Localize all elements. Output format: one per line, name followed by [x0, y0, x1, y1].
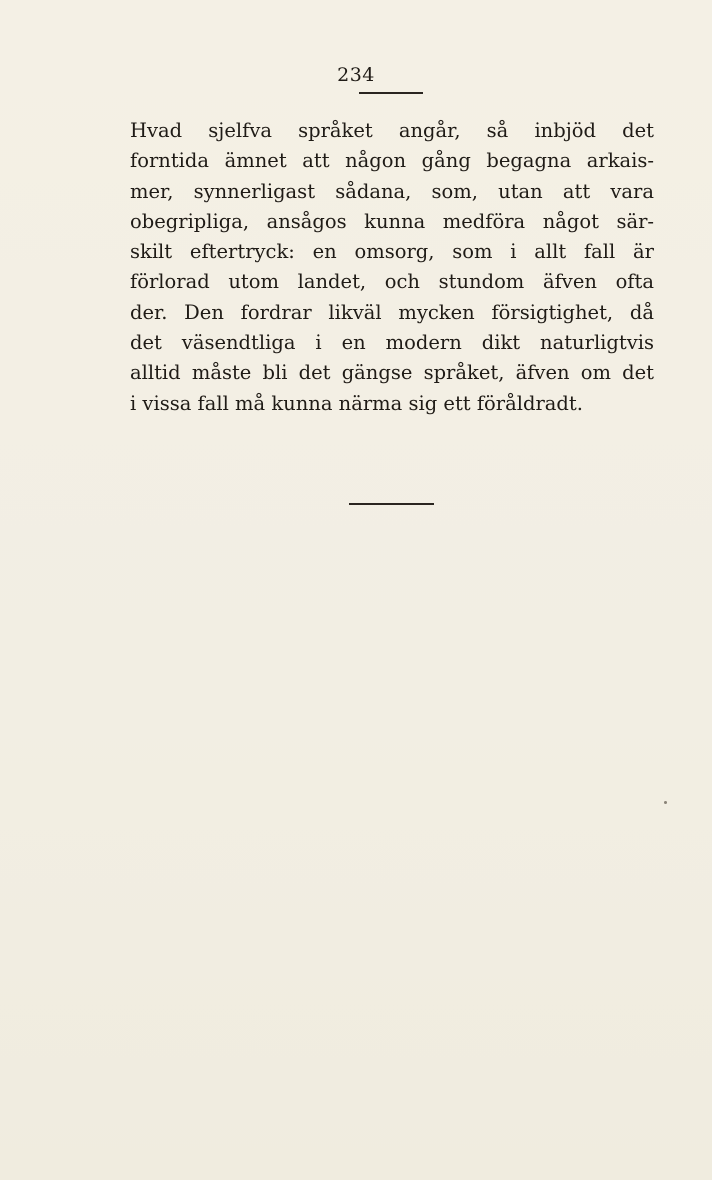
body-text — [130, 116, 654, 419]
header-rule — [359, 92, 423, 94]
text-line: förlorad utom landet, och stundom äfven ofta — [130, 270, 654, 294]
text-line: forntida ämnet att någon gång begagna arkais- — [130, 149, 654, 173]
text-line: det väsendtliga i en modern dikt naturligtvis — [130, 331, 654, 355]
paper-speck — [664, 801, 667, 804]
text-line: Hvad sjelfva språket angår, så inbjöd det — [130, 119, 654, 142]
section-end-rule — [349, 503, 434, 505]
text-line: i vissa fall må kunna närma sig ett föråldradt. — [130, 391, 583, 415]
text-line: alltid måste bli det gängse språket, äfven om det — [130, 361, 654, 385]
text-line: obegripliga, ansågos kunna medföra något sär- — [130, 209, 654, 233]
text-line: skilt eftertryck: en omsorg, som i allt fall är — [130, 240, 654, 264]
text-line: der. Den fordrar likväl mycken försigtighet, då — [130, 300, 654, 324]
text-line: mer, synnerligast sådana, som, utan att vara — [130, 179, 654, 203]
page-number: 234 — [337, 64, 375, 86]
